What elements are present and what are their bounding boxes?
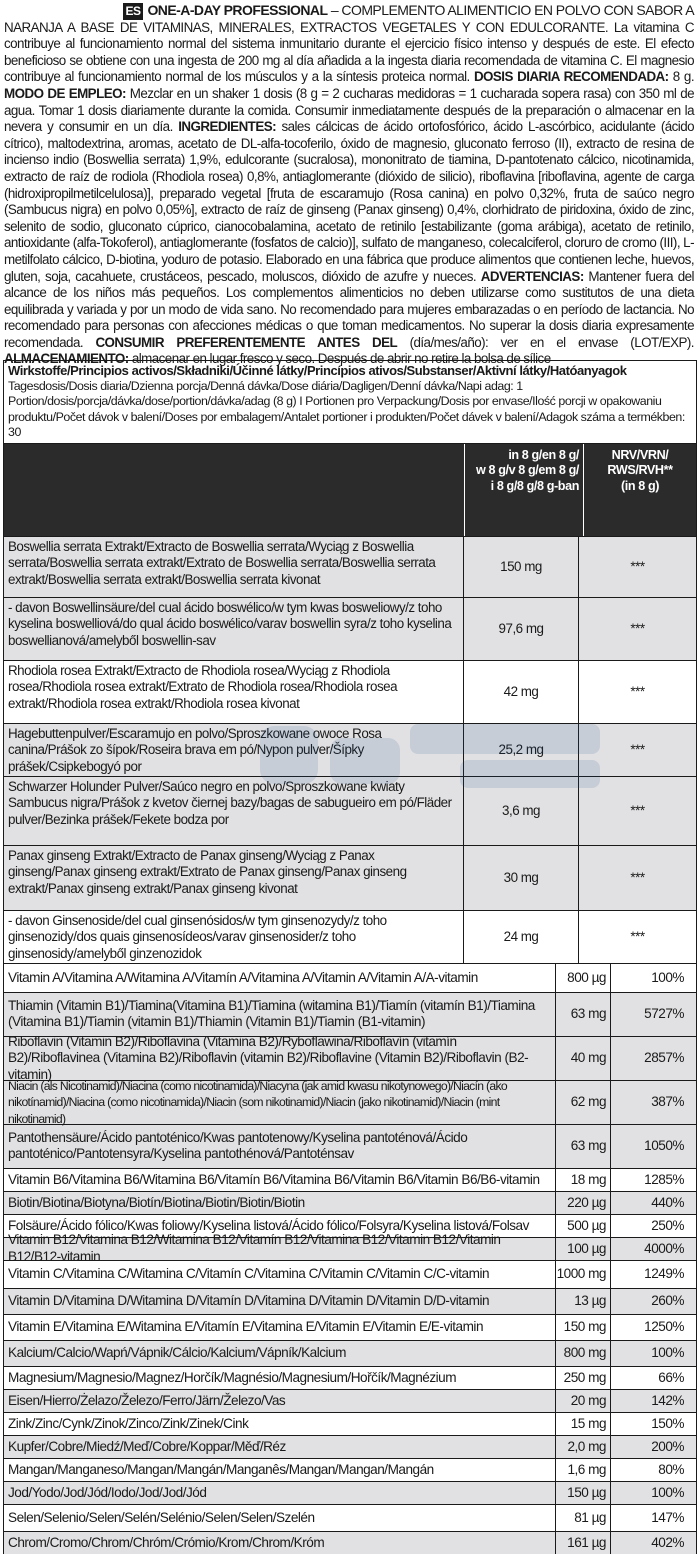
dosage-label: DOSIS DIARIA RECOMENDADA: [473, 69, 669, 85]
ingredients-label: INGREDIENTES: [178, 119, 276, 135]
amount-header-line: in 8 g/en 8 g/ [508, 447, 579, 462]
serving-info: Tagesdosis/Dosis diaria/Dzienna porcja/Denná dávka/Dose diária/Dagligen/Denní dávka/Napi adag: 1 Portion/dosis/porcja/dávka/dose/portion/dávka/adag (8 g) I Portionen pro Verpackung/Dosis por envase/Ilość porcji w opakowaniu produktu/Počet dávok v balení/Doses por embalagem/Antalet portioner i produkten/Počet dávek v balení/Adagok száma a termékben: 30 [8, 378, 685, 440]
nutrient-name-text: Riboflavin (Vitamin B2)/Riboflavina (Vitamina B2)/Ryboflawina/Riboflavín (vitamín B2)/Riboflavinea (Vitamina B2)/Riboflavin (vitamin B2)/Riboflavine (Vitamin B2)/Riboflavin (B2-vitamin) [8, 1033, 529, 1082]
ingredient-nrv: *** [630, 869, 645, 885]
ingredient-amount: 42 mg [464, 661, 579, 723]
best-before-label: CONSUMIR PREFERENTEMENTE ANTES DEL [95, 334, 398, 350]
nutrient-amount: 100 µg [556, 1238, 611, 1260]
storage-text: almacenar en lugar fresco y seco. Después de abrir no retire la bolsa de sílice [128, 351, 551, 367]
nutrient-nrv: 260% [651, 1293, 684, 1309]
amount-header-line: i 8 g/8 g/8 g-ban [490, 478, 579, 493]
nutrient-nrv: 80% [658, 1461, 684, 1477]
nutrient-name-text: Kalcium/Calcio/Wapń/Vápnik/Cálcio/Kalcium/Vápník/Kalcium [8, 1345, 346, 1361]
nutrient-name [4, 1033, 556, 1082]
ingredient-name: Boswellia serrata Extrakt/Extracto de Boswellia serrata/Wyciąg z Boswellia serrata/Boswellia serrata extrakt/Extrato de Boswellia serrata/Boswellia serrata extrakt/Boswellia serrata extrakt/Boswellia serrata kivonat [4, 537, 464, 597]
amount-column-header [465, 444, 584, 536]
botanical-row [4, 845, 696, 910]
nutrient-nrv: 142% [651, 1392, 684, 1408]
nutrient-name [4, 1367, 556, 1389]
nutrient-name [4, 1192, 556, 1214]
nutrient-name-text: Chrom/Cromo/Chrom/Chróm/Crómio/Krom/Chrom/Króm [8, 1534, 325, 1550]
storage-label: ALMACENAMIENTO: [4, 351, 129, 367]
nutrient-amount: 2,0 mg [556, 1436, 611, 1458]
nutrient-name [4, 1413, 556, 1435]
nutrient-nrv: 402% [651, 1534, 684, 1550]
nutrient-row [4, 1033, 696, 1082]
nutrient-name [4, 1390, 556, 1412]
nutrient-row [4, 1481, 696, 1504]
nutrient-name [4, 1261, 556, 1288]
nutrient-name [4, 1232, 556, 1264]
nutrient-name-text: Jod/Yodo/Jod/Jód/Iodo/Jod/Jod/Jód [8, 1484, 207, 1500]
nutrient-nrv: 200% [651, 1438, 684, 1454]
nutrient-name-text: Vitamin D/Vitamina D/Witamina D/Vitamín D/Vitamina D/Vitamin D/Vitamin D/D-vitamin [8, 1293, 490, 1309]
nutrient-name-text: Kupfer/Cobre/Miedź/Meď/Cobre/Koppar/Měď/Réz [8, 1438, 286, 1454]
nutrient-name-text: Mangan/Manganeso/Mangan/Mangán/Manganês/Mangan/Mangan/Mangán [8, 1461, 434, 1477]
ingredient-amount: 30 mg [464, 846, 579, 910]
nutrient-nrv: 147% [651, 1509, 684, 1525]
product-header [4, 2, 694, 20]
nutrient-nrv: 100% [651, 969, 684, 985]
nutrient-amount: 250 mg [556, 1367, 611, 1389]
nutrient-amount: 62 mg [556, 1081, 611, 1124]
product-name: ONE-A-DAY PROFESSIONAL [147, 2, 328, 18]
ingredient-name: Panax ginseng Extrakt/Extracto de Panax ginseng/Wyciąg z Panax ginseng/Panax ginseng extrakt/Extrato de Panax ginseng/Panax ginseng extrakt/Panax ginseng extrakt/Panax ginseng kivonat [4, 846, 464, 910]
nutrient-name-text: Vitamin B6/Vitamina B6/Witamina B6/Vitamín B6/Vitamina B6/Vitamin B6/Vitamin B6/B6-vitamin [8, 1171, 540, 1187]
dosage-text: 8 g. [668, 69, 694, 85]
nutrient-row [4, 1080, 696, 1124]
nutrient-name-text: Pantothensäure/Ácido pantoténico/Kwas pantotenowy/Kyselina pantoténová/Ácido pantoténico/Pantotensyra/Kyselina pantothénová/Pantoténsav [8, 1129, 468, 1162]
nutrient-row [4, 1435, 696, 1458]
best-before-text: (día/mes/año): ver en el envase (LOT/EXP). [397, 334, 694, 350]
nrv-header-line: NRV/VRN/ [611, 447, 669, 462]
nutrient-amount: 63 mg [556, 993, 611, 1036]
nutrient-amount: 150 mg [556, 1315, 611, 1340]
nutrient-amount: 81 µg [556, 1505, 611, 1531]
nutrient-row [4, 992, 696, 1036]
nutrient-name-text: Folsäure/Ácido fólico/Kwas foliowy/Kyselina listová/Ácido fólico/Folsyra/Kyselina listová/Folsav [8, 1217, 529, 1233]
language-badge: ES [123, 3, 144, 20]
botanical-row [4, 597, 696, 660]
botanical-row [4, 536, 696, 597]
nutrient-nrv: 440% [651, 1194, 684, 1210]
nrv-header-line: (in 8 g) [620, 478, 660, 493]
nutrient-nrv: 4000% [644, 1240, 684, 1256]
nutrient-amount: 500 µg [556, 1215, 611, 1237]
nutrient-amount: 150 µg [556, 1482, 611, 1504]
nutrient-name [4, 1341, 556, 1366]
nutrient-nrv: 1285% [644, 1171, 684, 1187]
nrv-header-line: RWS/RVH** [607, 463, 673, 478]
ingredients-text: sales cálcicas de ácido ortofosfórico, ácido L-ascórbico, acidulante (ácido cítrico), maltodextrina, aromas, acetato de DL-alfa-tocoferilo, óxido de magnesio, gluconato ferroso (II), extracto de resina de incienso indio (Boswellia serrata) 1,9%, edulcorante (sucralosa), mononitrato de tiamina, D-pantotenato cálcico, nicotinamida, extracto de raíz de rodiola (Rhodiola rosea) 0,8%, antiaglomerante (dióxido de silicio), riboflavina [riboflavina, agente de carga (hidroxipropilmetilcelulosa)], preparado vegetal [fruta de escaramujo (Rosa canina) en polvo 0,32%, fruta de saúco negro (Sambucus nigra) en polvo 0,05%], extracto de raíz de ginseng (Panax ginseng) 0,4%, clorhidrato de piridoxina, óxido de zinc, selenito de sodio, gluconato cúprico, cianocobalamina, acetato de retinilo [estabilizante (goma arábiga), acetato de retinilo, antioxidante (alfa-Tokoferol), antiaglomerante (fosfatos de calcio)], sulfato de manganeso, colecalciferol, cloruro de cromo (III), L-metilfolato cálcico, D-biotina, yoduro de potasio. Elaborado en una fábrica que produce alimentos que contienen leche, huevos, gluten, soja, cacahuete, crustáceos, pescado, moluscos, dióxido de azufre y nueces. [4, 119, 694, 284]
warnings-text: Mantener fuera del alcance de los niños más pequeños. Los complementos alimenticios no deben utilizarse como sustitutos de una dieta equilibrada y variada y por un modo de vida sano. No recomendado para mujeres embarazadas o en período de lactancia. No recomendado para personas con afecciones médicas o que toman medicamentos. No superar la dosis diaria expresamente recomendada. [4, 268, 694, 350]
ingredient-amount: 150 mg [464, 537, 579, 597]
nutrient-nrv: 387% [651, 1094, 684, 1110]
nutrient-name [4, 1125, 556, 1168]
nutrient-name-text: Eisen/Hierro/Żelazo/Železo/Ferro/Järn/Železo/Vas [8, 1392, 286, 1408]
nutrient-row [4, 1389, 696, 1412]
usage-label: MODO DE EMPLEO: [4, 85, 126, 101]
nutrient-row [4, 1531, 696, 1554]
nutrient-amount: 63 mg [556, 1125, 611, 1168]
nutrient-row [4, 1366, 696, 1389]
nutrient-nrv: 100% [651, 1345, 684, 1361]
nutrient-name-text: Vitamin E/Vitamina E/Witamina E/Vitamín E/Vitamina E/Vitamin E/Vitamin E/E-vitamin [8, 1319, 484, 1335]
nutrient-name [4, 1482, 556, 1504]
nutrient-nrv: 150% [651, 1415, 684, 1431]
ingredient-nrv: *** [630, 558, 645, 574]
nutrient-row [4, 963, 696, 992]
ingredient-amount: 25,2 mg [464, 724, 579, 776]
ingredient-name: - davon Boswellinsäure/del cual ácido boswélico/w tym kwas bosweliowy/z toho kyselina boswelliová/do qual ácido boswélico/varav boswellin syra/z toho kyselina boswellianová/amelyből boswellin-sav [4, 598, 464, 660]
nutrient-nrv: 5727% [644, 1006, 684, 1022]
ingredient-nrv: *** [630, 802, 645, 818]
nutrient-name-text: Zink/Zinc/Cynk/Zinok/Zinco/Zink/Zinek/Cink [8, 1415, 249, 1431]
nutrient-name [4, 993, 556, 1036]
ingredient-amount: 24 mg [464, 911, 579, 963]
ingredient-name: Schwarzer Holunder Pulver/Saúco negro en polvo/Sproszkowane kwiaty Sambucus nigra/Prášok z kvetov čiernej bazy/bagas de sabugueiro em pó/Fläder pulver/Bezinka prášek/Fekete bodza por [4, 777, 464, 845]
warnings-label: ADVERTENCIAS: [480, 268, 584, 284]
nutrient-amount: 18 mg [556, 1169, 611, 1191]
nutrient-name-text: Biotin/Biotina/Biotyna/Biotín/Biotina/Biotin/Biotin/Biotin [8, 1194, 305, 1210]
ingredient-name: Rhodiola rosea Extrakt/Extracto de Rhodiola rosea/Wyciąg z Rhodiola rosea/Rhodiola rosea extrakt/Extrato de Rhodiola rosea/Rhodiola rosea extrakt/Rhodiola rosea extrakt/Rhodiola rosea kivonat [4, 661, 464, 723]
nutrient-name-text: Vitamin B12/Vitamina B12/Witamina B12/Vitamín B12/Vitamina B12/Vitamin B12/Vitamin B12/B12-vitamin [8, 1232, 501, 1264]
nutrient-row [4, 1412, 696, 1435]
botanical-row [4, 723, 696, 776]
nutrient-name-text: Selen/Selenio/Selen/Selén/Selénio/Selen/Selen/Szelén [8, 1509, 315, 1525]
nutrient-nrv: 1249% [644, 1266, 684, 1282]
nutrient-name-text: Niacin (als Nicotinamid)/Niacina (como nicotinamida)/Niacyna (jak amid kwasu nikotynowego)/Niacín (ako nikotínamid)/Niacina (como nicotinamida)/Niacin (som nikotinamid)/Niacin (jako nikotinamid)/Niacin (mint nikotinamid) [8, 1078, 507, 1126]
nutrient-amount: 15 mg [556, 1413, 611, 1435]
nutrient-amount: 220 µg [556, 1192, 611, 1214]
botanical-row [4, 776, 696, 845]
ingredient-nrv: *** [630, 928, 645, 944]
nutrient-amount: 161 µg [556, 1532, 611, 1554]
usage-text: Mezclar en un shaker 1 dosis (8 g = 2 cucharas medidoras = 1 cucharada sopera rasa) con 350 ml de agua. Tomar 1 dosis diariamente durante la comida. Consumir inmediatamente después de la preparación o almacenar en la nevera y consumir en un día. [4, 85, 694, 135]
name-column-header [4, 444, 465, 536]
botanical-rows [4, 536, 696, 963]
nutrient-amount: 40 mg [556, 1037, 611, 1080]
nutrient-name [4, 1459, 556, 1481]
nutrient-nrv: 1250% [644, 1319, 684, 1335]
nutrient-nrv: 250% [651, 1217, 684, 1233]
nutrient-amount: 1,6 mg [556, 1459, 611, 1481]
nutrient-name [4, 1436, 556, 1458]
nutrient-amount: 20 mg [556, 1390, 611, 1412]
ingredient-nrv: *** [630, 741, 645, 757]
ingredient-name: Hagebuttenpulver/Escaramujo en polvo/Sproszkowane owoce Rosa canina/Prášok zo šípok/Roseira brava em pó/Nypon pulver/Šípky prášek/Csipkebogyó por [4, 724, 464, 776]
nutrient-row [4, 1191, 696, 1214]
nutrient-amount: 13 µg [556, 1289, 611, 1314]
nutrient-name [4, 1169, 556, 1191]
amount-header-line: w 8 g/v 8 g/em 8 g/ [476, 463, 579, 478]
nutrient-name-text: Vitamin C/Vitamina C/Witamina C/Vitamín C/Vitamina C/Vitamin C/Vitamin C/C-vitamin [8, 1266, 490, 1282]
nutrition-table [3, 360, 697, 1554]
active-ingredients-heading: Wirkstoffe/Principios activos/Składniki/Účinné látky/Princípios ativos/Substanser/Aktivní látky/Hatóanyagok [8, 363, 627, 378]
nutrient-nrv: 100% [651, 1484, 684, 1500]
nutrient-row [4, 1458, 696, 1481]
nutrient-row [4, 1504, 696, 1531]
vitamin-mineral-rows [4, 963, 696, 1554]
botanical-row [4, 910, 696, 963]
nutrient-amount: 1000 mg [556, 1261, 611, 1288]
nutrient-row [4, 1124, 696, 1168]
nutrient-nrv: 2857% [644, 1050, 684, 1066]
ingredient-nrv: *** [630, 683, 645, 699]
nutrient-name [4, 1532, 556, 1554]
claims-text: NARANJA A BASE DE VITAMINAS, MINERALES, EXTRACTOS VEGETALES Y CON EDULCORANTE. La vitamina C contribuye al funcionamiento normal del sistema inmunitario durante el ejercicio físico intenso y después de este. El efecto beneficioso se obtiene con una ingesta de 200 mg al día añadida a la ingesta diaria recomendada de vitamina C. El magnesio contribuye al funcionamiento normal de los músculos y a la síntesis proteica normal. [4, 19, 694, 85]
ingredient-nrv: *** [630, 620, 645, 636]
nutrient-row [4, 1232, 696, 1264]
nutrient-row [4, 1260, 696, 1288]
nutrient-nrv: 66% [658, 1369, 684, 1385]
ingredient-amount: 97,6 mg [464, 598, 579, 660]
nutrient-row [4, 1288, 696, 1314]
nutrient-name [4, 1289, 556, 1314]
nutrient-name [4, 1315, 556, 1340]
nutrient-name [4, 964, 556, 992]
nutrient-amount: 800 µg [556, 964, 611, 992]
nrv-column-header [584, 444, 696, 536]
nutrient-name [4, 1505, 556, 1531]
nutrient-row [4, 1314, 696, 1340]
ingredient-name: - davon Ginsenoside/del cual ginsenósidos/w tym ginsenozydy/z toho ginsenozidy/dos quais ginsenosídeos/varav ginsenosider/z toho ginsenosidy/amelyből ginzenozidok [4, 911, 464, 963]
nutrient-name-text: Magnesium/Magnesio/Magnez/Horčík/Magnésio/Magnesium/Hořčík/Magnézium [8, 1369, 457, 1385]
nutrient-row [4, 1168, 696, 1191]
active-ingredients-header [4, 361, 696, 444]
botanical-row [4, 660, 696, 723]
nutrient-name-text: Thiamin (Vitamin B1)/Tiamina(Vitamina B1)/Tiamina (witamina B1)/Tiamín (vitamín B1)/Tiamina (Vitamina B1)/Tiamin (vitamin B1)/Thiamin (Vitamin B1)/Tiamin (B1-vitamin) [8, 997, 535, 1030]
product-tagline: – COMPLEMENTO ALIMENTICIO EN POLVO CON SABOR A [327, 2, 694, 18]
nutrient-amount: 800 mg [556, 1341, 611, 1366]
nutrient-row [4, 1340, 696, 1366]
nutrient-nrv: 1050% [644, 1138, 684, 1154]
ingredient-amount: 3,6 mg [464, 777, 579, 845]
product-description [4, 2, 694, 368]
nutrient-name-text: Vitamin A/Vitamina A/Witamina A/Vitamín A/Vitamina A/Vitamin A/Vitamin A/A-vitamin [8, 969, 478, 985]
column-header-row [4, 444, 696, 536]
nutrient-name [4, 1078, 556, 1126]
